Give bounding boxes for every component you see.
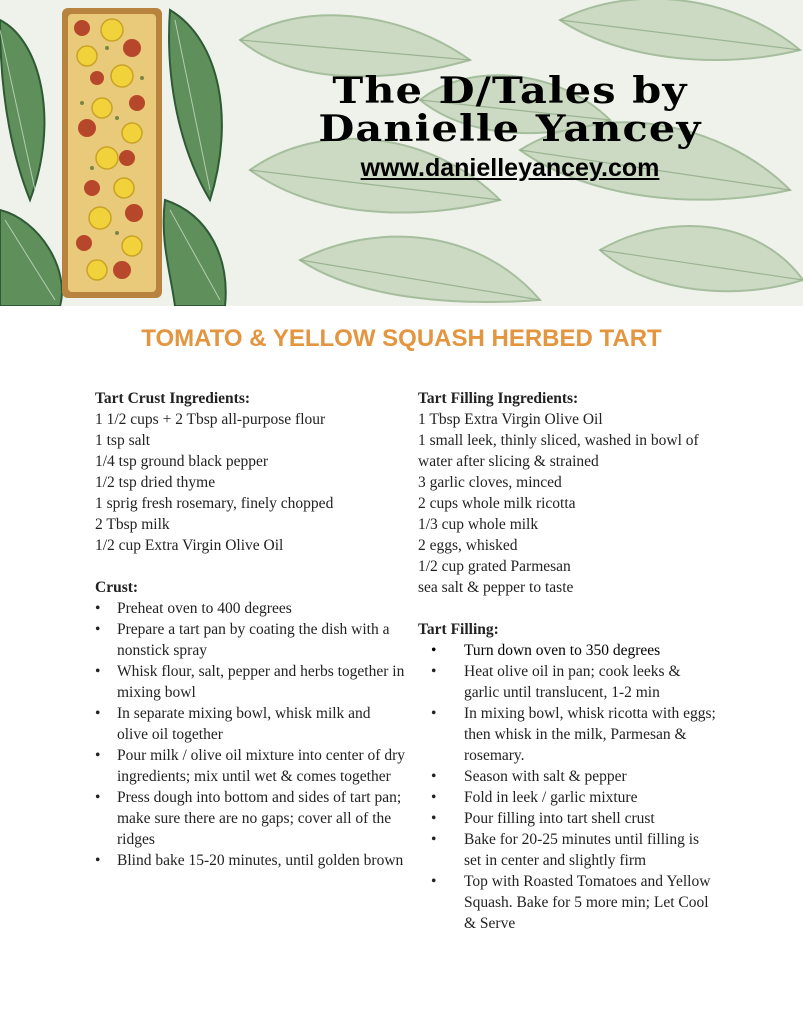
step-item: • Whisk flour, salt, pepper and herbs together in mixing bowl bbox=[95, 661, 405, 703]
step-item: • Press dough into bottom and sides of tart pan; make sure there are no gaps; cover all of the ridges bbox=[95, 787, 405, 850]
step-item: • Turn down oven to 350 degrees bbox=[418, 640, 718, 661]
website-link[interactable]: www.danielleyancey.com bbox=[360, 154, 660, 182]
ingredient-item: 1 tsp salt bbox=[95, 432, 151, 449]
ingredient-item: sea salt & pepper to taste bbox=[418, 579, 574, 596]
crust-steps-list bbox=[95, 598, 405, 871]
ingredient-item: 1/2 tsp dried thyme bbox=[95, 474, 216, 491]
step-item: • Pour filling into tart shell crust bbox=[418, 808, 718, 829]
filling-steps-heading: Tart Filling: bbox=[418, 621, 499, 638]
header-banner bbox=[0, 0, 803, 306]
ingredient-item: 2 cups whole milk ricotta bbox=[418, 495, 576, 512]
ingredient-item: 2 eggs, whisked bbox=[418, 537, 518, 554]
filling-ingredients-list bbox=[418, 409, 718, 598]
brand-title-line2: Danielle Yancey bbox=[318, 108, 702, 150]
ingredient-item: 1/3 cup whole milk bbox=[418, 516, 539, 533]
step-item: • Fold in leek / garlic mixture bbox=[418, 787, 718, 808]
ingredient-item: 1 1/2 cups + 2 Tbsp all-purpose flour bbox=[95, 411, 326, 428]
step-item: • In separate mixing bowl, whisk milk and olive oil together bbox=[95, 703, 405, 745]
filling-ingredients-heading: Tart Filling Ingredients: bbox=[418, 390, 579, 407]
step-item: • Blind bake 15-20 minutes, until golden brown bbox=[95, 850, 405, 871]
step-item: • Top with Roasted Tomatoes and Yellow Squash. Bake for 5 more min; Let Cool & Serve bbox=[418, 871, 718, 934]
left-column bbox=[95, 388, 405, 871]
step-item: • Pour milk / olive oil mixture into center of dry ingredients; mix until wet & comes together bbox=[95, 745, 405, 787]
brand-title-line1: The D/Tales by bbox=[332, 70, 688, 112]
step-item: • Prepare a tart pan by coating the dish with a nonstick spray bbox=[95, 619, 405, 661]
ingredient-item: 1 small leek, thinly sliced, washed in bowl of water after slicing & strained bbox=[418, 432, 699, 470]
step-item: • Preheat oven to 400 degrees bbox=[95, 598, 405, 619]
step-item: • Heat olive oil in pan; cook leeks & garlic until translucent, 1-2 min bbox=[418, 661, 718, 703]
step-item: • Season with salt & pepper bbox=[418, 766, 718, 787]
brand-block bbox=[230, 72, 790, 183]
ingredient-item: 1 Tbsp Extra Virgin Olive Oil bbox=[418, 411, 603, 428]
step-item: • In mixing bowl, whisk ricotta with eggs; then whisk in the milk, Parmesan & rosemary. bbox=[418, 703, 718, 766]
right-column bbox=[418, 388, 718, 934]
ingredient-item: 1/4 tsp ground black pepper bbox=[95, 453, 269, 470]
crust-ingredients-heading: Tart Crust Ingredients: bbox=[95, 390, 251, 407]
crust-steps-heading: Crust: bbox=[95, 579, 139, 596]
tart-photo bbox=[62, 8, 162, 298]
crust-ingredients-list bbox=[95, 409, 405, 556]
ingredient-item: 1/2 cup grated Parmesan bbox=[418, 558, 571, 575]
ingredient-item: 2 Tbsp milk bbox=[95, 516, 170, 533]
recipe-title: TOMATO & YELLOW SQUASH HERBED TART bbox=[141, 325, 662, 352]
ingredient-item: 1 sprig fresh rosemary, finely chopped bbox=[95, 495, 334, 512]
step-item: • Bake for 20-25 minutes until filling is set in center and slightly firm bbox=[418, 829, 718, 871]
ingredient-item: 3 garlic cloves, minced bbox=[418, 474, 562, 491]
ingredient-item: 1/2 cup Extra Virgin Olive Oil bbox=[95, 537, 284, 554]
filling-steps-list bbox=[418, 640, 718, 934]
